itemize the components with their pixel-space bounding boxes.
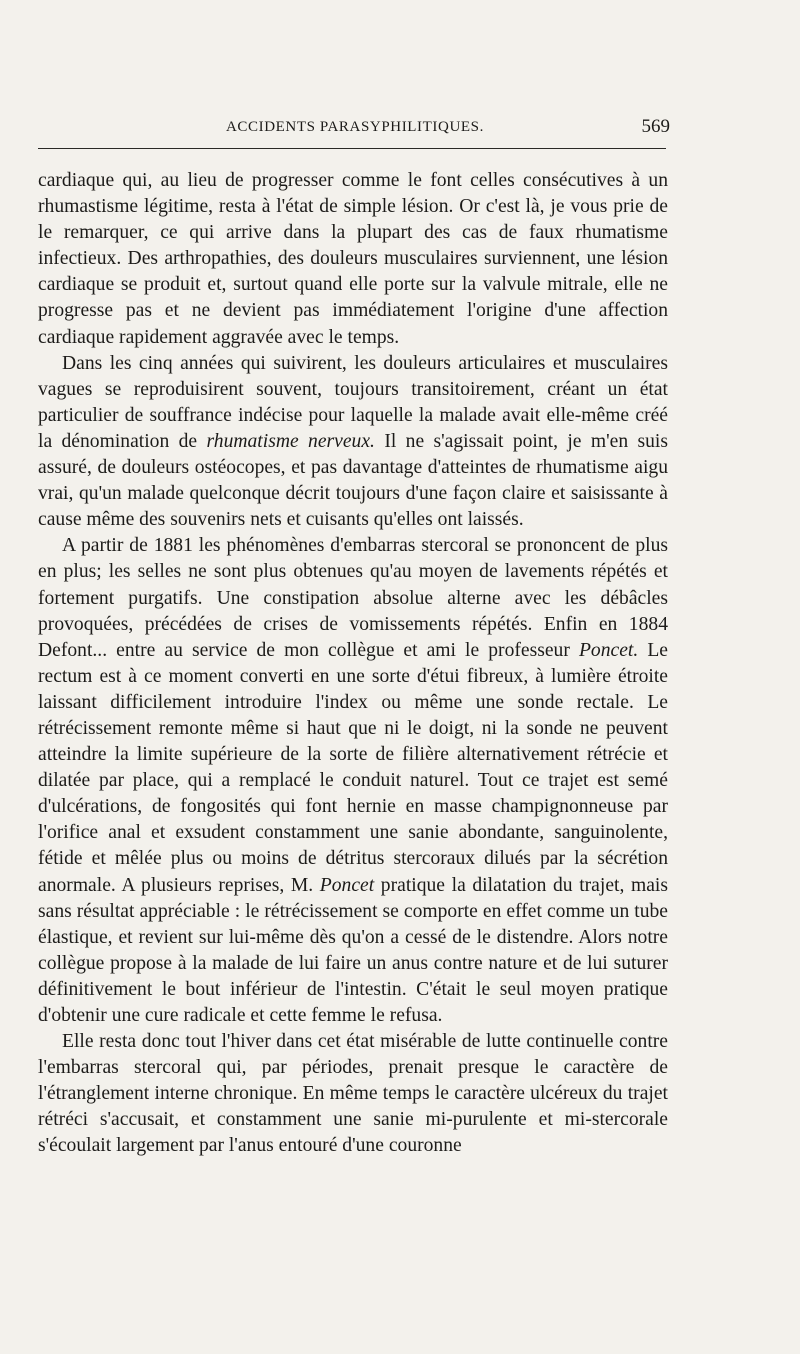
running-title: ACCIDENTS PARASYPHILITIQUES. [226, 119, 484, 135]
page-number: 569 [641, 116, 670, 137]
paragraph-4 [38, 1029, 668, 1159]
paragraph-1 [38, 168, 668, 351]
running-head [38, 116, 670, 138]
paragraph-3 [38, 533, 668, 1029]
paragraph-3-italic-name-1: Poncet. [578, 639, 639, 661]
paragraph-3-italic-name-2: Poncet [319, 874, 375, 896]
paragraph-2-text-a: Dans les cinq années qui suivirent, les douleurs articulaires et musculaires vagues se reproduisirent souvent, toujours transitoirement, créant un état particulier de souffrance indécise pour laquelle la malade avait elle-même créé la dénomination de [38, 352, 668, 452]
paragraph-4-text: Elle resta donc tout l'hiver dans cet état misérable de lutte continuelle contre l'embarras stercoral qui, par périodes, prenait presque le caractère de l'étranglement interne chronique. En même temps le caractère ulcéreux du trajet rétréci s'accusait, et constamment une sanie mi-purulente et mi-stercorale s'écoulait largement par l'anus entouré d'une couronne [38, 1031, 668, 1157]
header-rule [38, 148, 666, 149]
paragraph-3-text-c: pratique la dilatation du trajet, mais sans résultat appréciable : le rétrécissement se comporte en effet comme un tube élastique, et revient sur lui-même dès qu'on a cessé de le distendre. Alors notre collègue propose à la malade de lui faire un anus contre nature et de lui suturer définitivement le bout inférieur de l'intestin. C'était le seul moyen pratique d'obtenir une cure radicale et cette femme le refusa. [38, 874, 668, 1026]
paragraph-2-italic-term: rhumatisme nerveux. [206, 430, 375, 452]
paragraph-2 [38, 351, 668, 534]
paragraph-3-text-b: Le rectum est à ce moment converti en une sorte d'étui fibreux, à lumière étroite laissant difficilement introduire l'index ou même une sonde rectale. Le rétrécissement remonte même si haut que ni le doigt, ni la sonde ne peuvent atteindre la limite supérieure de la sorte de filière alternativement rétrécie et dilatée par place, qui a remplacé le conduit naturel. Tout ce trajet est semé d'ulcérations, de fongosités qui font hernie en masse champignonneuse par l'orifice anal et exsudent constamment une sanie abondante, sanguinolente, fétide et mêlée plus ou moins de détritus stercoraux dilués par la sécrétion anormale. A plusieurs reprises, M. [38, 639, 668, 896]
body-text [38, 168, 668, 1160]
paragraph-3-text-a: A partir de 1881 les phénomènes d'embarras stercoral se prononcent de plus en plus; les selles ne sont plus obtenues qu'au moyen de lavements répétés et fortement purgatifs. Une constipation absolue alterne avec les débâcles provoquées, précédées de crises de vomissements répétés. Enfin en 1884 Defont... entre au service de mon collègue et ami le professeur [38, 535, 668, 661]
paragraph-2-text-b: Il ne s'agissait point, je m'en suis assuré, de douleurs ostéocopes, et pas davantage d'atteintes de rhumatisme aigu vrai, qu'un malade quelconque décrit toujours d'une façon claire et saisissante à cause même des souvenirs nets et cuisants qu'elles ont laissés. [38, 430, 668, 531]
paragraph-1-text: cardiaque qui, au lieu de progresser comme le font celles consécutives à un rhumastisme légitime, resta à l'état de simple lésion. Or c'est là, je vous prie de le remarquer, ce qui arrive dans la plupart des cas de faux rhumatisme infectieux. Des arthropathies, des douleurs musculaires surviennent, une lésion cardiaque se produit et, surtout quand elle porte sur la valvule mitrale, elle ne progresse pas et ne devient pas immédiatement l'origine d'une affection cardiaque rapidement aggravée avec le temps. [38, 170, 668, 348]
